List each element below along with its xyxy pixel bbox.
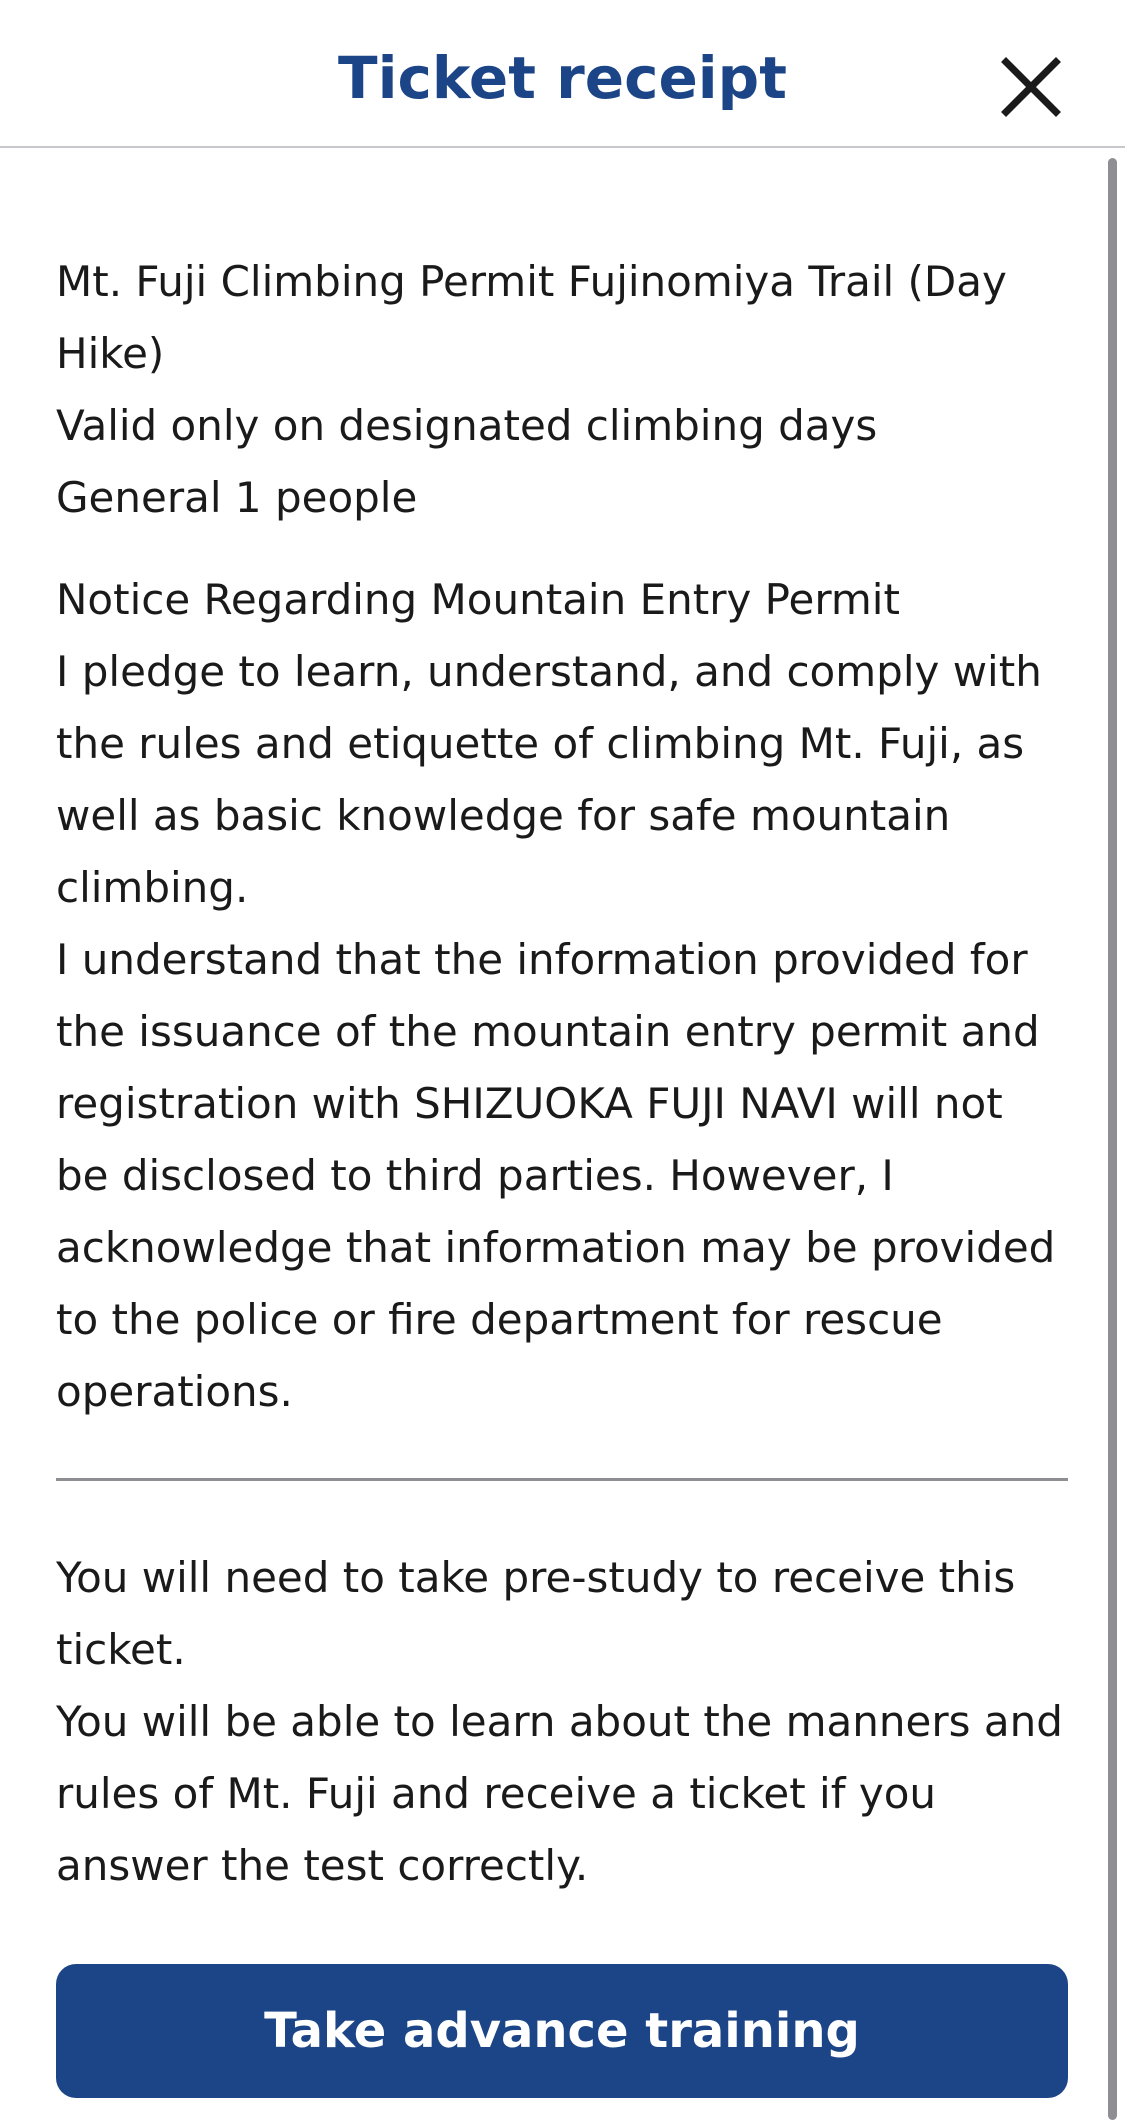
ticket-validity: Valid only on designated climbing days (56, 401, 878, 450)
scrollbar-thumb[interactable] (1108, 158, 1117, 2120)
take-advance-training-button[interactable]: Take advance training (56, 1964, 1068, 2098)
ticket-name: Mt. Fuji Climbing Permit Fujinomiya Trail (Day Hike) (56, 257, 1007, 378)
page-title: Ticket receipt (338, 44, 787, 112)
close-button[interactable] (996, 52, 1066, 122)
modal-header (0, 0, 1125, 148)
pre-study-section (56, 1542, 1068, 1902)
pre-study-requirement: You will need to take pre-study to receive this ticket. (56, 1553, 1016, 1674)
ticket-details (56, 246, 1068, 1428)
receipt-scroll-area[interactable] (0, 148, 1125, 2128)
notice-pledge: I pledge to learn, understand, and comply with the rules and etiquette of climbing Mt. Fuji, as well as basic knowledge for safe mountain climbing. (56, 647, 1042, 912)
close-icon (996, 52, 1066, 122)
notice-privacy: I understand that the information provided for the issuance of the mountain entry permit and registration with SHIZUOKA FUJI NAVI will not be disclosed to third parties. However, I acknowledge that information may be provided to the police or fire department for rescue operations. (56, 935, 1056, 1416)
ticket-quantity: General 1 people (56, 473, 418, 522)
notice-section (56, 564, 1068, 1428)
notice-title: Notice Regarding Mountain Entry Permit (56, 575, 900, 624)
ticket-info (56, 246, 1068, 534)
pre-study-description: You will be able to learn about the manners and rules of Mt. Fuji and receive a ticket if you answer the test correctly. (56, 1697, 1063, 1890)
section-divider (56, 1478, 1068, 1481)
